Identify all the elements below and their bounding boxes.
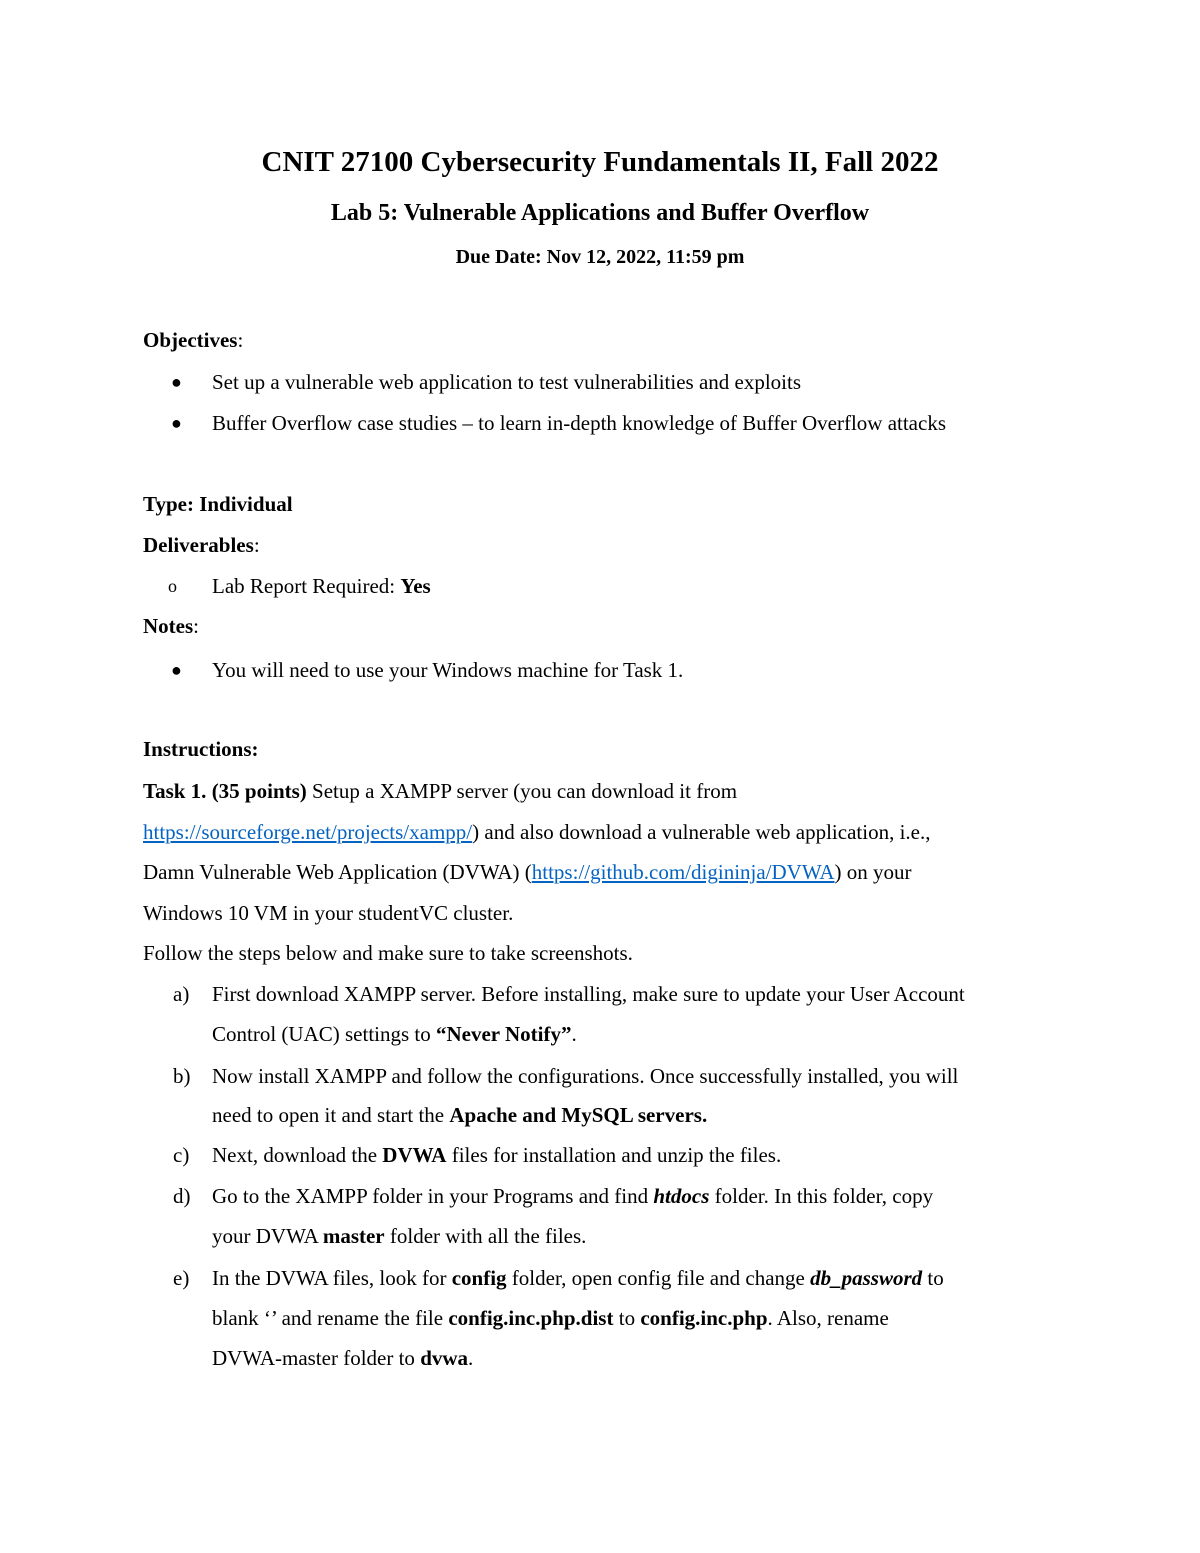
xampp-link[interactable]: https://sourceforge.net/projects/xampp/ [143,820,473,844]
task1-line2: https://sourceforge.net/projects/xampp/) and also download a vulnerable web application, i.e., [143,820,931,844]
document-subtitle: Lab 5: Vulnerable Applications and Buffer Overflow [330,200,870,226]
notes-heading: Notes: [143,614,199,638]
step-e-line2: blank ‘’ and rename the file config.inc.php.dist to config.inc.php. Also, rename [212,1306,889,1330]
step-marker-a: a) [173,982,190,1006]
step-b-line2: need to open it and start the Apache and MySQL servers. [212,1103,708,1127]
objective-item: Buffer Overflow case studies – to learn in-depth knowledge of Buffer Overflow attacks [212,411,946,435]
follow-steps-text: Follow the steps below and make sure to take screenshots. [143,941,633,965]
bullet-icon: ● [171,413,182,433]
notes-item: You will need to use your Windows machine for Task 1. [212,658,684,682]
circle-bullet-icon: o [168,576,177,596]
type-label: Type: Individual [143,492,293,516]
step-d-line2: your DVWA master folder with all the files. [212,1224,587,1248]
step-a-line2: Control (UAC) settings to “Never Notify”. [212,1022,577,1046]
step-a-line1: First download XAMPP server. Before installing, make sure to update your User Account [212,982,965,1006]
step-e-line3: DVWA-master folder to dvwa. [212,1346,474,1370]
step-b-line1: Now install XAMPP and follow the configurations. Once successfully installed, you will [212,1064,959,1088]
step-c-line1: Next, download the DVWA files for installation and unzip the files. [212,1143,782,1167]
deliverables-heading: Deliverables: [143,533,260,557]
instructions-heading: Instructions: [143,737,259,761]
step-d-line1: Go to the XAMPP folder in your Programs and find htdocs folder. In this folder, copy [212,1184,934,1208]
task1-line1: Task 1. (35 points) Setup a XAMPP server (you can download it from [143,779,738,803]
bullet-icon: ● [171,660,182,680]
objectives-heading: Objectives: [143,328,244,352]
step-marker-c: c) [173,1143,190,1167]
due-date: Due Date: Nov 12, 2022, 11:59 pm [455,246,745,268]
step-e-line1: In the DVWA files, look for config folder, open config file and change db_password to [212,1266,944,1290]
task1-line4: Windows 10 VM in your studentVC cluster. [143,901,514,925]
step-marker-e: e) [173,1266,190,1290]
step-marker-d: d) [173,1184,191,1208]
task1-line3: Damn Vulnerable Web Application (DVWA) (https://github.com/digininja/DVWA) on your [143,860,912,884]
step-marker-b: b) [173,1064,191,1088]
bullet-icon: ● [171,372,182,392]
document-title: CNIT 27100 Cybersecurity Fundamentals II, Fall 2022 [261,146,939,178]
dvwa-link[interactable]: https://github.com/digininja/DVWA [531,860,835,884]
objective-item: Set up a vulnerable web application to test vulnerabilities and exploits [212,370,802,394]
deliverable-item: Lab Report Required: Yes [212,574,431,598]
